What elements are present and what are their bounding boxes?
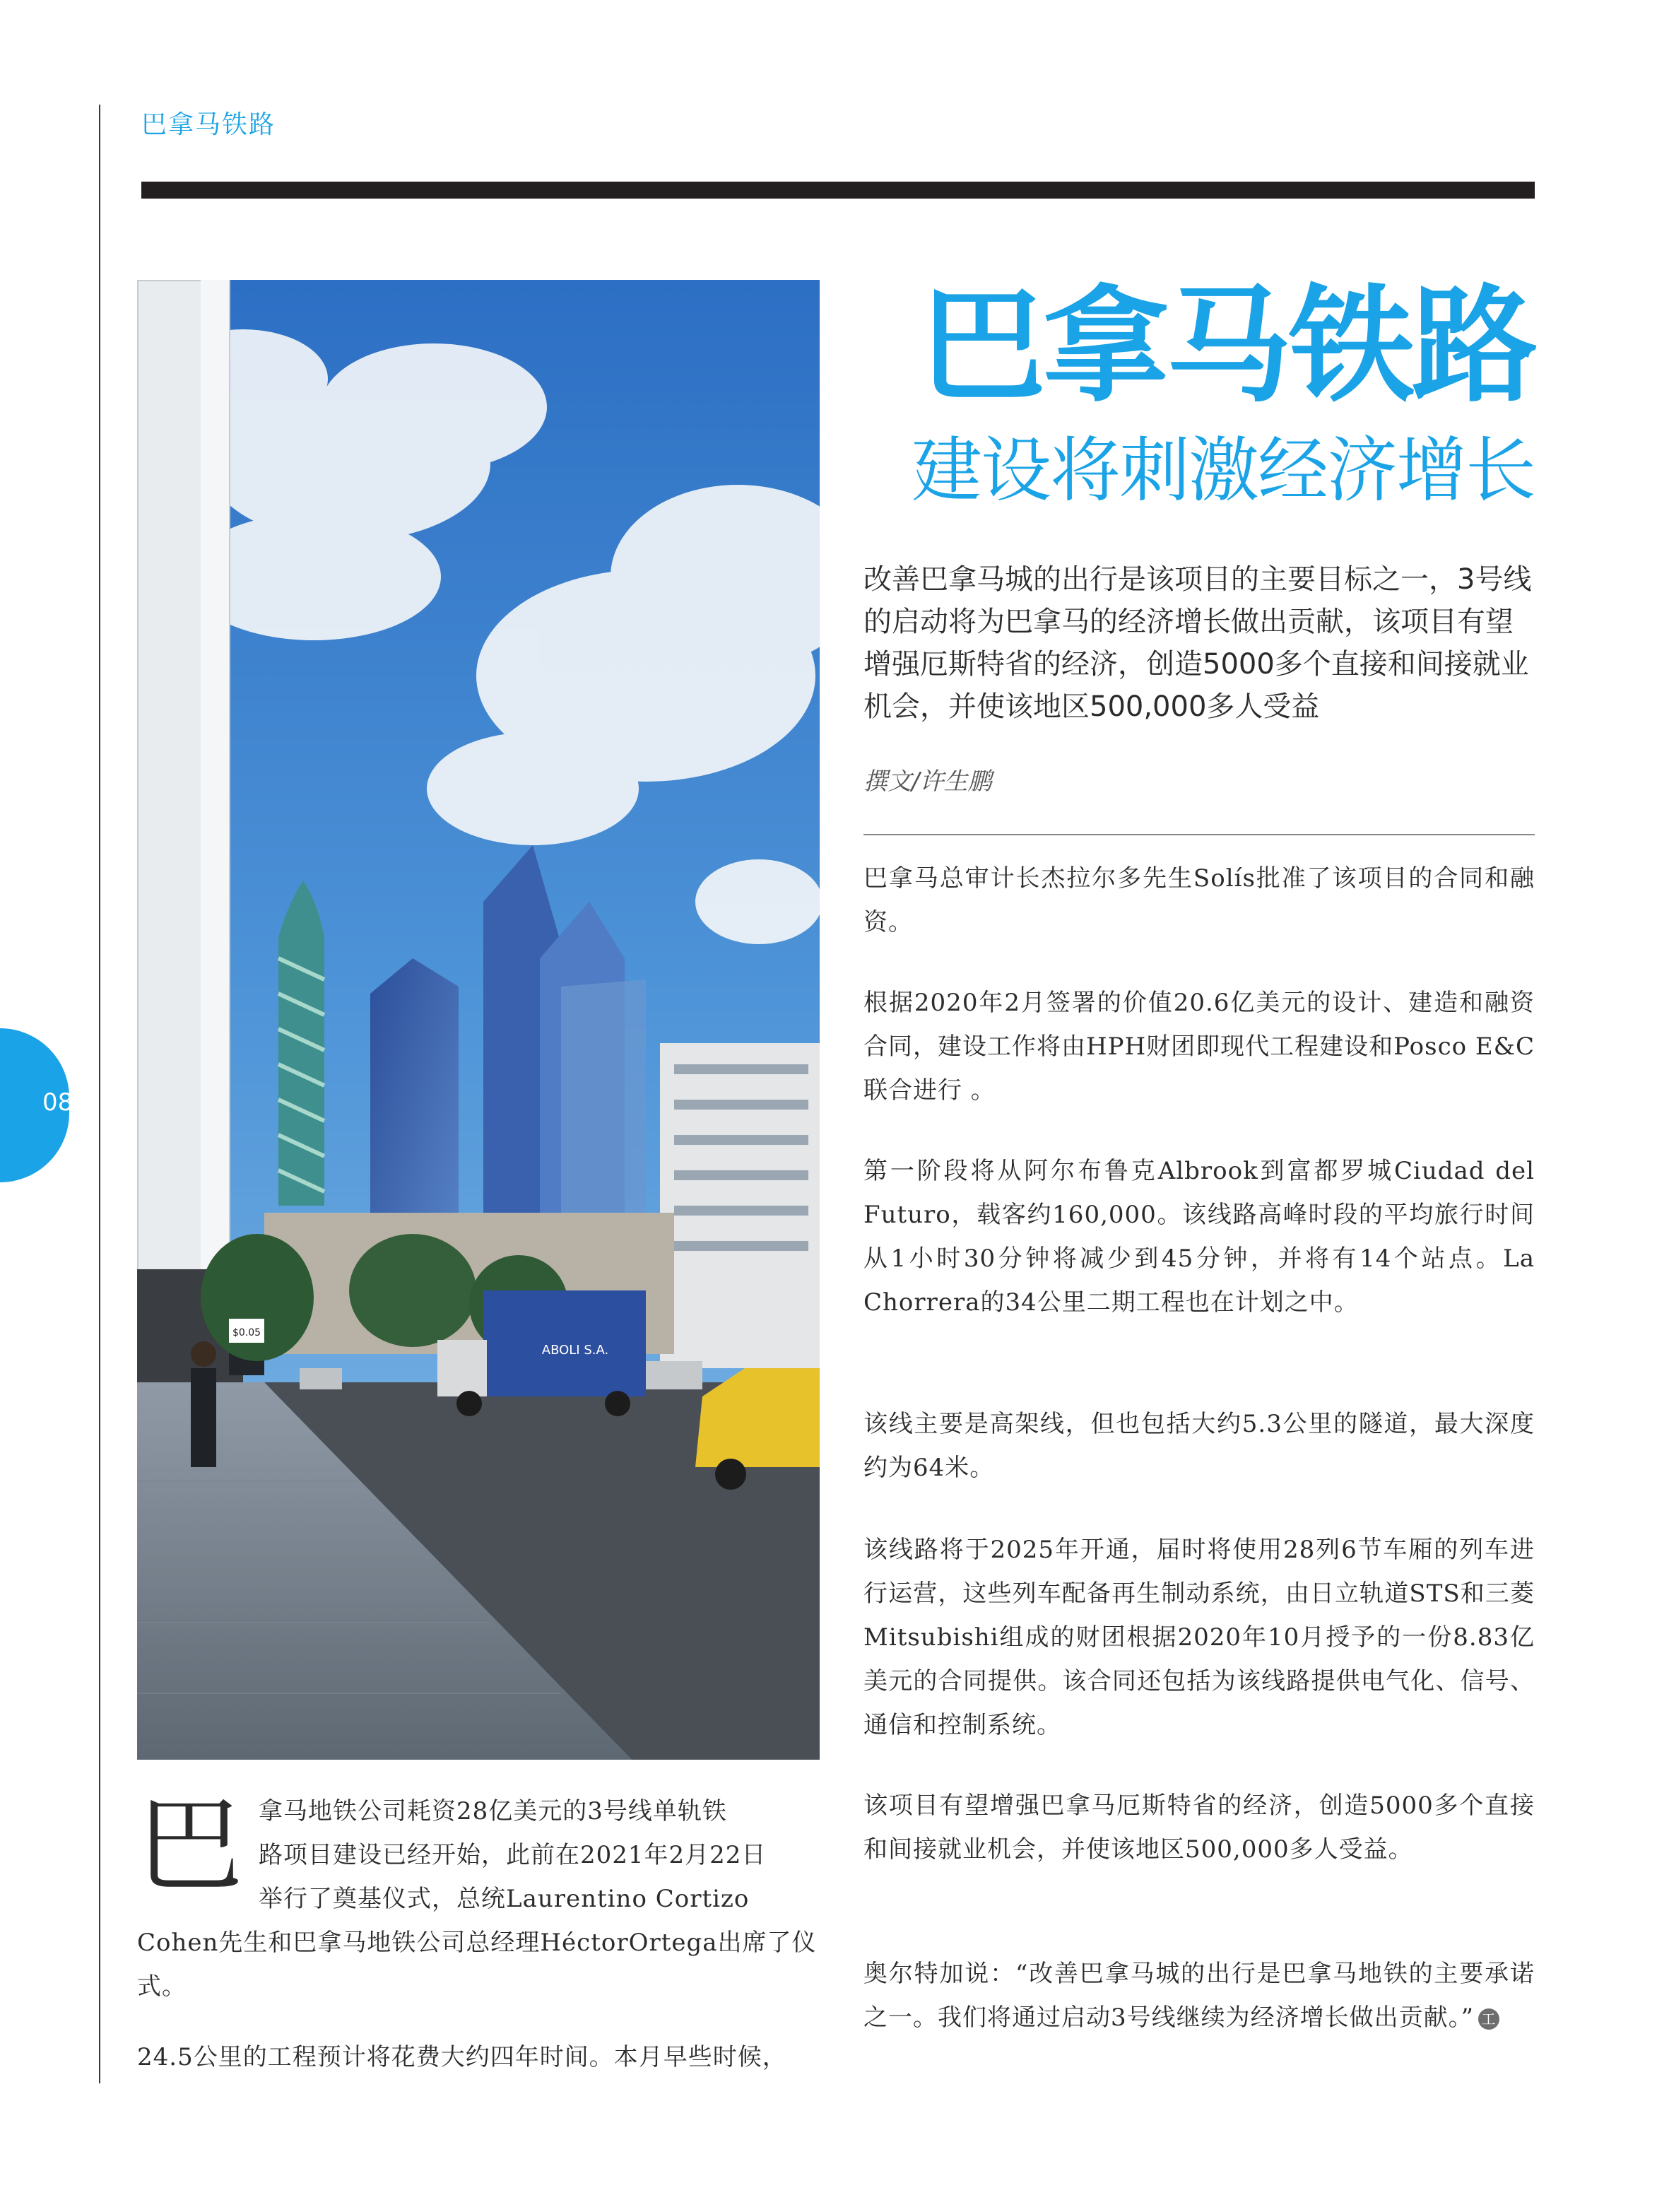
- byline: 撰文/许生鹏: [863, 767, 992, 796]
- closing-paragraph: [863, 1952, 1535, 2040]
- article-title: 巴拿马铁路: [920, 273, 1535, 419]
- end-mark-icon: 工: [1478, 2008, 1499, 2030]
- margin-line: [99, 105, 100, 2083]
- first-paragraph-line: Cohen先生和巴拿马地铁公司总经理HéctorOrtega出席了仪式。: [137, 1929, 817, 2001]
- header-bar: [141, 182, 1535, 199]
- price-sign-text: $0.05: [232, 1327, 261, 1339]
- first-paragraph-line: 举行了奠基仪式，总统Laurentino Cortizo: [259, 1885, 750, 1913]
- closing-text: 奥尔特加说：“改善巴拿马城的出行是巴拿马地铁的主要承诺之一。我们将通过启动3号线继续为经济增长做出贡献。”: [863, 1960, 1535, 2032]
- page-number: 08: [42, 1088, 73, 1117]
- body-paragraph: 该线主要是高架线，但也包括大约5.3公里的隧道，最大深度约为64米。: [863, 1410, 1535, 1482]
- body-paragraph: 第一阶段将从阿尔布鲁克Albrook到富都罗城Ciudad del Futuro，载客约160,000。该线路高峰时段的平均旅行时间从1小时30分钟将减少到45分钟，并将有14个站点。La Chorrera的34公里二期工程也在计划之中。: [863, 1157, 1535, 1317]
- first-paragraph-line: 拿马地铁公司耗资28亿美元的3号线单轨铁: [259, 1797, 727, 1825]
- truck-sign-text: ABOLI S.A.: [541, 1343, 609, 1358]
- drop-cap: 巴: [137, 1784, 244, 1907]
- body-paragraph: 巴拿马总审计长杰拉尔多先生Solís批准了该项目的合同和融资。: [863, 864, 1535, 936]
- article-subtitle: 建设将刺激经济增长: [912, 429, 1535, 512]
- section-label: 巴拿马铁路: [141, 110, 276, 139]
- street-photo: [137, 280, 820, 1760]
- twisted-tower: [278, 881, 324, 1206]
- body-paragraph: 该线路将于2025年开通，届时将使用28列6节车厢的列车进行运营，这些列车配备再生制动系统，由日立轨道STS和三菱Mitsubishi组成的财团根据2020年10月授予的一份8.83亿美元的合同提供。该合同还包括为该线路提供电气化、信号、通信和控制系统。: [863, 1536, 1535, 1739]
- divider: [863, 834, 1535, 835]
- body-paragraph: 24.5公里的工程预计将花费大约四年时间。本月早些时候，: [137, 2043, 787, 2071]
- body-paragraph: 该项目有望增强巴拿马厄斯特省的经济，创造5000多个直接和间接就业机会，并使该地区500,000多人受益。: [863, 1792, 1535, 1864]
- article-lede: 改善巴拿马城的出行是该项目的主要目标之一，3号线的启动将为巴拿马的经济增长做出贡献，该项目有望增强厄斯特省的经济，创造5000多个直接和间接就业机会，并使该地区500,000多人受益: [863, 563, 1532, 723]
- first-paragraph-line: 路项目建设已经开始，此前在2021年2月22日: [259, 1841, 767, 1869]
- first-paragraph: [137, 1784, 820, 2008]
- body-paragraph: 根据2020年2月签署的价值20.6亿美元的设计、建造和融资合同，建设工作将由HPH财团即现代工程建设和Posco E&C联合进行 。: [863, 989, 1535, 1105]
